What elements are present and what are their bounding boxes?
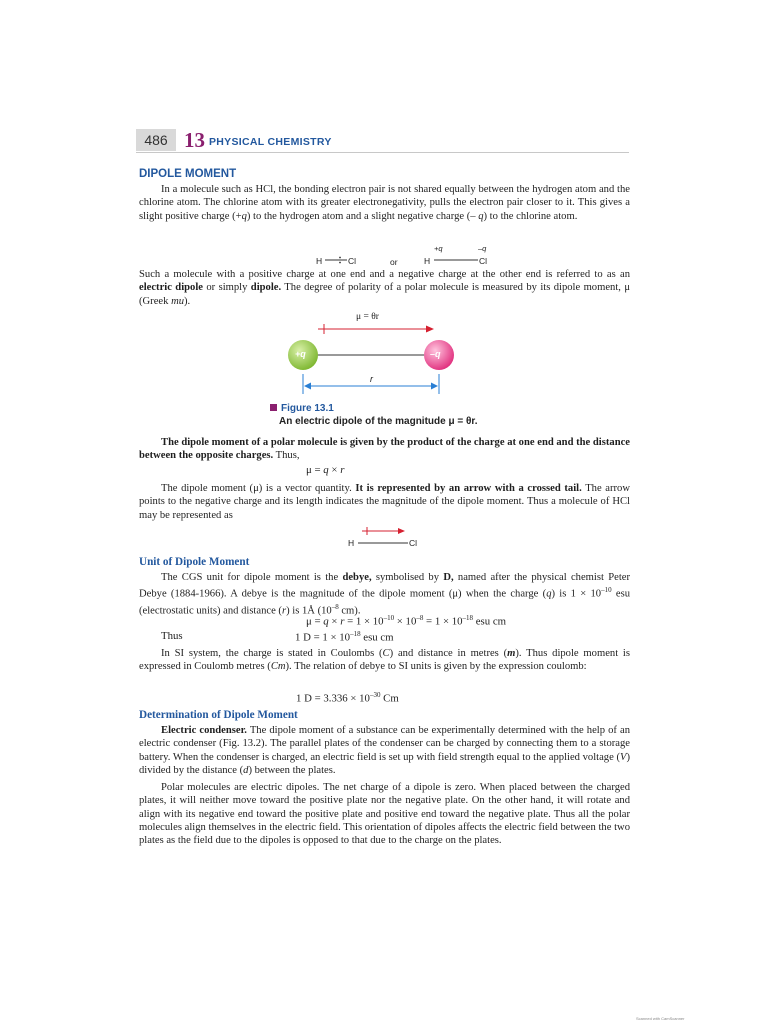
thus-label: Thus (161, 630, 183, 642)
distance-arrow (300, 374, 442, 394)
hcl-left-cl: Cl (348, 256, 357, 266)
hcl-left-h: H (316, 256, 323, 266)
hcl-right-cl: Cl (479, 256, 488, 266)
paragraph-electric-dipole: Such a molecule with a positive charge at one end and a negative charge at the other end is referred to as an electric dipole or simply dipole. The degree of polarity of a polar molecule is measured by its dipole moment, μ (Greek mu). (139, 269, 630, 307)
negative-ball-label: –q (430, 349, 441, 359)
equation-1d-esu: 1 $D = 1 \times 10^{-18}$ esu cm (295, 630, 394, 644)
paragraph-vector-quantity: The dipole moment (μ) is a vector quantity. It is represented by an arrow with a crossed tail. The arrow points to the negative charge and its length indicates the magnitude of the dipole moment. Thus a molecule of HCl may be represented as (139, 483, 630, 521)
paragraph-dipole-definition: The dipole moment of a polar molecule is given by the product of the charge at one end and the distance between the opposite charges. Thus, (139, 437, 630, 462)
hcl-arrow-cl: Cl (409, 538, 418, 548)
paragraph-electric-condenser: Electric condenser. The dipole moment of a substance can be experimentally determined with the help of an electric condenser (Fig. 13.2). The parallel plates of the condenser can be charged by connecting them to a storage battery. When the condenser is charged, an electric field is set up with field strength equal to the applied voltage (V) divided by the distance (d) between the plates. (139, 725, 630, 776)
hcl-right-h: H (424, 256, 431, 266)
hcl-crossed-arrow (360, 526, 406, 536)
hcl-right-bond (433, 255, 479, 265)
figure-square-icon (270, 404, 277, 411)
paragraph-debye: The CGS unit for dipole moment is the debye, symbolised by D, named after the physical chemist Peter Debye (1884-1966). A debye is the magnitude of the dipole moment (μ) when the charge (q) is $1 \times 10^{-10}$ esu (electrostatic units) and distance (r) is 1Å ($10^{-8}$ cm). (139, 572, 630, 617)
figure-caption-text: An electric dipole of the magnitude μ = θr. (279, 416, 478, 427)
positive-ball-label: +q (295, 349, 306, 359)
hcl-plus-q: +q (434, 244, 443, 253)
header-rule (136, 152, 629, 153)
paragraph-si-system: In SI system, the charge is stated in Coulombs (C) and distance in metres (m). Thus dipole moment is expressed in Coulomb metres (Cm). The relation of debye to SI units is given by the expression coulomb: (139, 648, 631, 673)
dipole-arrow-top (312, 323, 436, 335)
hcl-or: or (390, 257, 398, 267)
figure-mu-label: μ = θr (356, 312, 379, 322)
hcl-left-bond (324, 255, 348, 265)
hcl-minus-q: –q (478, 244, 487, 253)
section-title-determination: Determination of Dipole Moment (139, 709, 298, 721)
section-title-dipole-moment: DIPOLE MOMENT (139, 168, 237, 180)
hcl-arrow-h: H (348, 538, 355, 548)
paragraph-polar-molecules: Polar molecules are electric dipoles. The net charge of a dipole is zero. When placed between the charged plates, it will neither move toward the positive plate nor the negative plate. On the other hand, it will rotate and align with its negative end toward the positive plate and positive end toward the negative plate. Thus all the polar molecules align themselves in the electric field. This orientation of dipoles affects the electric field between the two plates as the field due to the dipoles is opposed to that due to the charge on the plates. (139, 782, 630, 847)
equation-mu-q-r: μ = q × r (306, 464, 345, 476)
page-number: 486 (136, 129, 176, 151)
scanner-watermark: Scanned with CamScanner (636, 1016, 685, 1021)
equation-debye-esu: $\mu = q \times r = 1 \times 10^{-10} \times 10^{-8} = 1 \times 10^{-18}$ esu cm (306, 614, 507, 628)
paragraph-hcl-intro: In a molecule such as HCl, the bonding electron pair is not shared equally between the hydrogen atom and the chlorine atom. The chlorine atom with its greater electronegativity, pulls the electron pair closer to it. This gives a slight positive charge (+q) to the hydrogen atom and a slight negative charge (– q) to the chlorine atom. (139, 184, 630, 222)
chapter-number: 13 (184, 128, 205, 152)
figure-caption-label: Figure 13.1 (270, 403, 334, 414)
chapter-title: PHYSICAL CHEMISTRY (209, 136, 332, 148)
distance-r-label: r (370, 374, 373, 384)
hcl-arrow-bond (357, 538, 409, 548)
section-title-unit: Unit of Dipole Moment (139, 556, 250, 568)
equation-1d-si: 1 $D = 3.336 \times 10^{-30}$ Cm (296, 691, 399, 705)
